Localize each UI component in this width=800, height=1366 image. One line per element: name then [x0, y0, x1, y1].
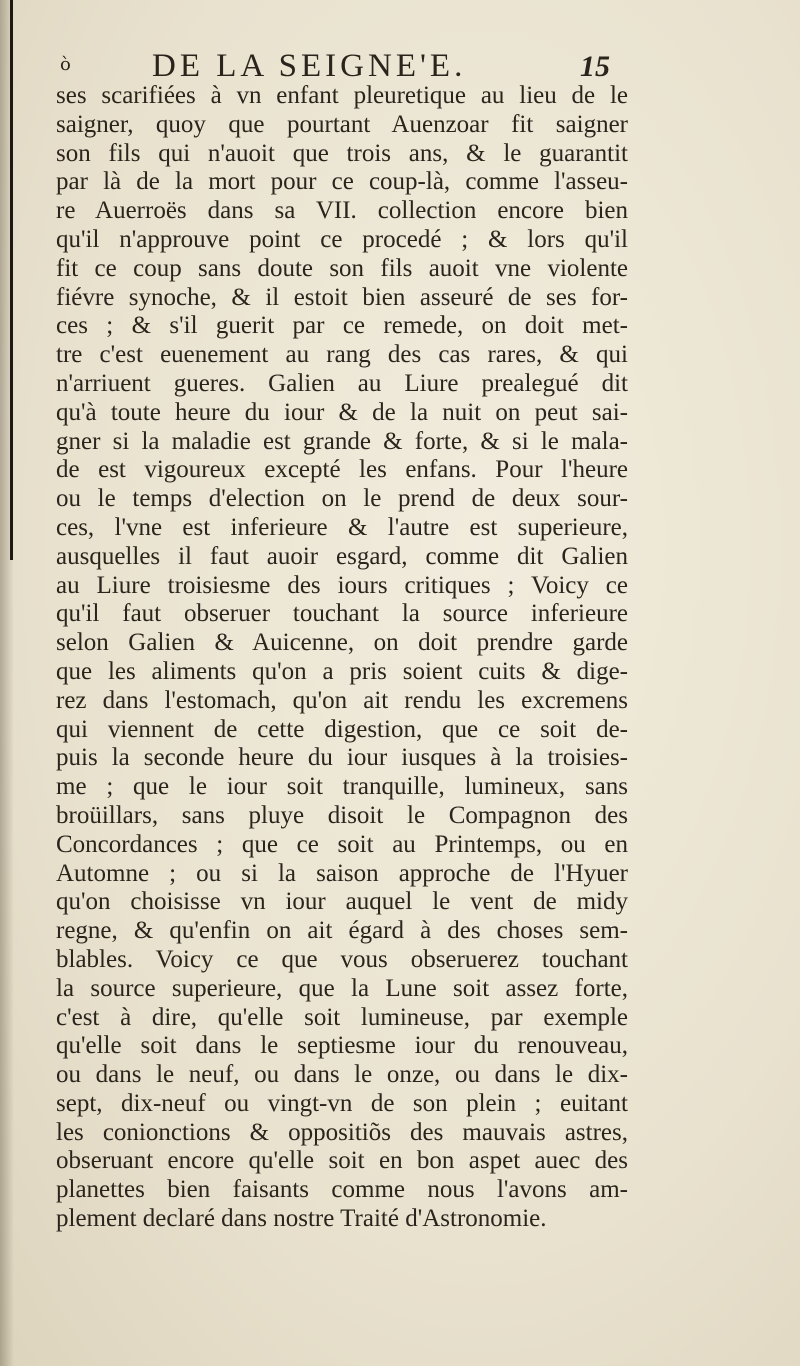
text-line: gner si la maladie est grande & forte, & si le mala-: [56, 427, 628, 455]
text-line: son fils qui n'auoit que trois ans, & le guarantit: [56, 139, 628, 167]
text-line: ou dans le neuf, ou dans le onze, ou dans le dix-: [56, 1061, 628, 1089]
text-line: Concordances ; que ce soit au Printemps, ou en: [56, 830, 628, 858]
text-line: ausquelles il faut auoir esgard, comme dit Galien: [56, 542, 628, 570]
text-line: la source superieure, que la Lune soit assez forte,: [56, 974, 628, 1002]
text-line: obseruant encore qu'elle soit en bon aspet auec des: [56, 1147, 628, 1175]
text-line: par là de la mort pour ce coup-là, comme l'asseu-: [56, 168, 628, 196]
text-line: qu'il n'approuve point ce procedé ; & lors qu'il: [56, 225, 628, 253]
text-line: fiévre synoche, & il estoit bien asseuré de ses for-: [56, 283, 628, 311]
binding-edge: [10, 0, 13, 560]
text-line: plement declaré dans nostre Traité d'Astronomie.: [56, 1205, 547, 1233]
text-line: tre c'est euenement au rang des cas rares, & qui: [56, 341, 628, 369]
text-line: ou le temps d'election on le prend de deux sour-: [56, 485, 628, 513]
text-line: rez dans l'estomach, qu'on ait rendu les excremens: [56, 686, 628, 714]
running-title: DE LA SEIGNE'E.: [152, 48, 467, 84]
body-text: [56, 82, 628, 1234]
text-line: saigner, quoy que pourtant Auenzoar fit saigner: [56, 110, 628, 138]
text-line: qui viennent de cette digestion, que ce soit de-: [56, 715, 628, 743]
text-line: selon Galien & Auicenne, on doit prendre garde: [56, 629, 628, 657]
text-line: qu'il faut obseruer touchant la source inferieure: [56, 600, 628, 628]
text-line: me ; que le iour soit tranquille, lumineux, sans: [56, 773, 628, 801]
text-line: sept, dix-neuf ou vingt-vn de son plein ; euitant: [56, 1089, 628, 1117]
text-line: au Liure troisiesme des iours critiques ; Voicy ce: [56, 571, 628, 599]
text-line: puis la seconde heure du iour iusques à la troisies-: [56, 744, 628, 772]
text-line: ses scarifiées à vn enfant pleuretique au lieu de le: [56, 82, 628, 109]
text-line: Automne ; ou si la saison approche de l'Hyuer: [56, 859, 628, 887]
text-line: qu'elle soit dans le septiesme iour du renouveau,: [56, 1032, 628, 1060]
text-line: ces, l'vne est inferieure & l'autre est superieure,: [56, 513, 628, 541]
text-line: qu'on choisisse vn iour auquel le vent de midy: [56, 888, 628, 916]
text-line: re Auerroës dans sa VII. collection encore bien: [56, 197, 628, 225]
text-line: c'est à dire, qu'elle soit lumineuse, par exemple: [56, 1003, 628, 1031]
text-line: broüillars, sans pluye disoit le Compagnon des: [56, 801, 628, 829]
page-number: 15: [580, 50, 610, 83]
text-line: regne, & qu'enfin on ait égard à des choses sem-: [56, 917, 628, 945]
text-line: ces ; & s'il guerit par ce remede, on doit met-: [56, 312, 628, 340]
text-line: que les aliments qu'on a pris soient cuits & dige-: [56, 657, 628, 685]
text-line: n'arriuent gueres. Galien au Liure prealegué dit: [56, 369, 628, 397]
text-line: qu'à toute heure du iour & de la nuit on peut sai-: [56, 398, 628, 426]
text-line: planettes bien faisants comme nous l'avons am-: [56, 1176, 628, 1204]
text-line: blables. Voicy ce que vous obseruerez touchant: [56, 945, 628, 973]
text-line: de est vigoureux excepté les enfans. Pour l'heure: [56, 456, 628, 484]
text-line: fit ce coup sans doute son fils auoit vne violente: [56, 254, 628, 282]
text-line: les conionctions & oppositiõs des mauvais astres,: [56, 1118, 628, 1146]
header-mark: ò: [60, 54, 71, 75]
